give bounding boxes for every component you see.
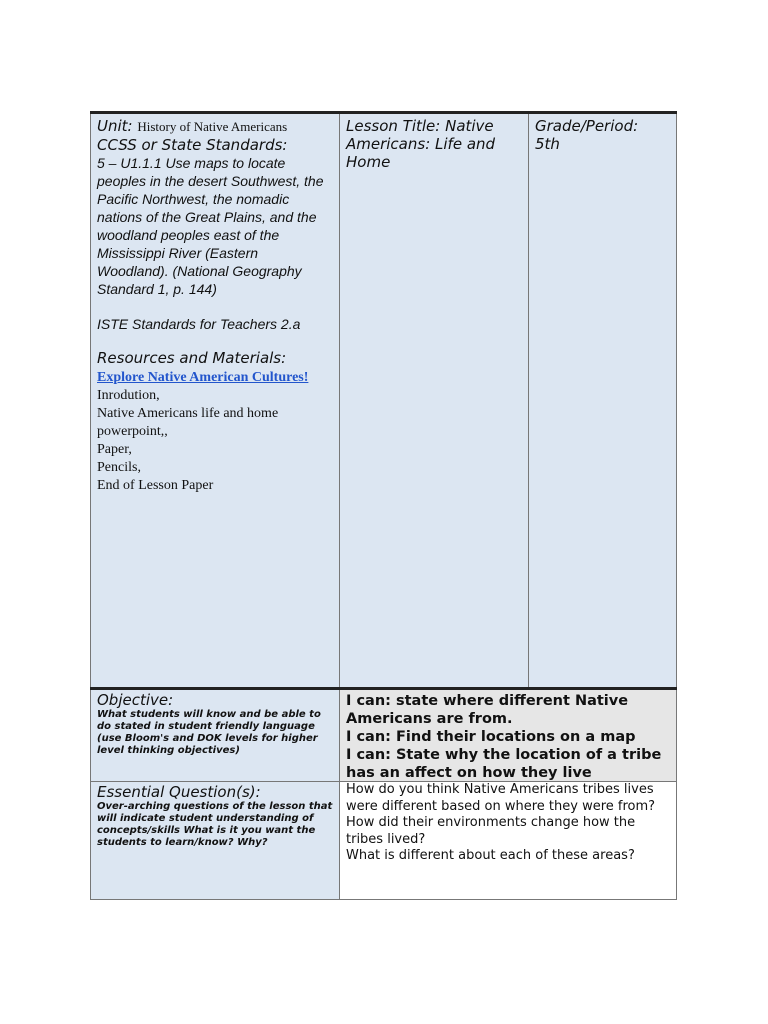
explore-cultures-link[interactable]: Explore Native American Cultures! — [97, 370, 309, 385]
unit-cell — [90, 114, 340, 687]
essential-description: Over-arching questions of the lesson that will indicate student understanding of concepts/skills What is it you want the students to learn/know? Why? — [97, 801, 333, 848]
lesson-plan-table — [90, 111, 677, 900]
essential-content-cell — [340, 782, 677, 899]
objective-heading: Objective: — [97, 691, 174, 709]
resource-item: Paper, — [97, 442, 132, 457]
resources-heading: Resources and Materials: — [97, 349, 287, 367]
resource-item: Inrodution, — [97, 388, 160, 403]
lesson-title-cell — [340, 114, 529, 687]
essential-question: How did their environments change how the tribes lived? — [346, 815, 636, 847]
grade-value: 5th — [535, 135, 560, 153]
standard-text: 5 – U1.1.1 Use maps to locate peoples in the desert Southwest, the Pacific Northwest, the nomadic nations of the Great Plains, and the woodland peoples east of the Mississippi River (Eastern Woodland). (National Geography Standard 1, p. 144) — [97, 155, 324, 297]
unit-line — [97, 117, 333, 136]
lesson-title: Lesson Title: Native Americans: Life and Home — [346, 117, 496, 171]
objective-row — [90, 690, 677, 782]
resource-item: Pencils, — [97, 460, 141, 475]
objective-statement: I can: State why the location of a tribe has an affect on how they live — [346, 747, 662, 781]
grade-cell — [529, 114, 677, 687]
objective-description: What students will know and be able to do stated in student friendly language (use Bloom's and DOK levels for higher level thinking objectives) — [97, 709, 321, 756]
essential-label-cell — [90, 782, 340, 899]
header-row — [90, 114, 677, 690]
essential-heading: Essential Question(s): — [97, 783, 261, 801]
resource-item: End of Lesson Paper — [97, 478, 214, 493]
objective-statement: I can: state where different Native Americans are from. — [346, 693, 629, 727]
resource-item: Native Americans life and home powerpoint,, — [97, 406, 279, 439]
essential-question: How do you think Native Americans tribes lives were different based on where they were from? — [346, 782, 656, 814]
objective-label-cell — [90, 690, 340, 781]
objective-content-cell — [340, 690, 677, 781]
unit-label: Unit: — [97, 117, 133, 135]
grade-label: Grade/Period: — [535, 117, 639, 135]
unit-value: History of Native Americans — [137, 119, 288, 134]
essential-question-row — [90, 782, 677, 900]
essential-question: What is different about each of these areas? — [346, 848, 635, 863]
objective-statement: I can: Find their locations on a map — [346, 729, 636, 745]
iste-standard: ISTE Standards for Teachers 2.a — [97, 316, 301, 332]
ccss-heading: CCSS or State Standards: — [97, 136, 288, 154]
